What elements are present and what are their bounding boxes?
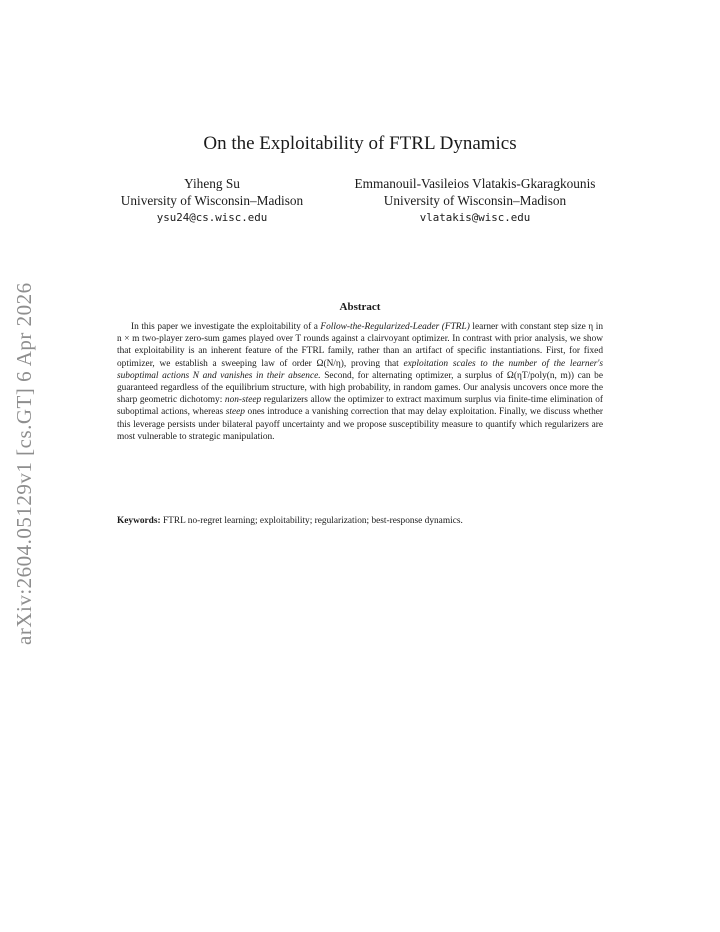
abstract-segment: ones introduce a vanishing correction that may delay exploitation. Finally, we discuss whether this leverage persists under bilateral payoff uncertainty and we propose susceptibility measure to quantify which regularizers are most vulnerable to strategic manipulation. bbox=[117, 407, 604, 442]
abstract-segment: learner with constant step size η in n × m two-player zero-sum games played over T rounds against a clairvoyant optimizer. In contrast with prior analysis, we show that exploitability is an inherent feature of the FTRL family, rather than an artifact of specific instantiations. First, for fixed optimizer, we establish a sweeping law of order Ω(N/η), proving that bbox=[117, 322, 603, 369]
paper-title: On the Exploitability of FTRL Dynamics bbox=[203, 133, 517, 154]
author-affiliation: University of Wisconsin–Madison bbox=[383, 193, 567, 208]
abstract-emphasis: Follow-the-Regularized-Leader (FTRL) bbox=[320, 322, 470, 332]
author-name: Emmanouil-Vasileios Vlatakis-Gkaragkounis bbox=[354, 176, 596, 191]
abstract-text bbox=[117, 321, 603, 443]
author-email[interactable]: ysu24@cs.wisc.edu bbox=[156, 211, 268, 224]
abstract-heading: Abstract bbox=[339, 301, 381, 313]
abstract-emphasis: steep bbox=[225, 407, 245, 418]
abstract-segment: Second, for alternating optimizer, a surplus of Ω(ηT/poly(n, m)) can be guaranteed regardless of the equilibrium structure, with high probability, in random games. Our analysis uncovers once more the sharp geometric dichotomy: bbox=[117, 370, 603, 406]
author-block bbox=[100, 175, 324, 226]
author-block bbox=[340, 175, 610, 226]
keywords-label: Keywords: bbox=[117, 516, 161, 526]
abstract-emphasis: non-steep bbox=[224, 395, 262, 406]
abstract-segment: regularizers allow the optimizer to extract maximum surplus via finite-time elimination of suboptimal actions, whereas bbox=[117, 395, 604, 418]
keywords-line bbox=[117, 515, 603, 527]
author-affiliation: University of Wisconsin–Madison bbox=[120, 193, 304, 208]
author-name: Yiheng Su bbox=[184, 176, 240, 191]
keywords-text: FTRL no-regret learning; exploitability; regularization; best-response dynamics. bbox=[160, 516, 463, 526]
abstract-segment: In this paper we investigate the exploitability of a bbox=[131, 322, 321, 332]
arxiv-identifier-stamp: arXiv:2604.05129v1 [cs.GT] 6 Apr 2026 bbox=[12, 282, 36, 645]
author-email[interactable]: vlatakis@wisc.edu bbox=[419, 211, 531, 224]
abstract-emphasis: exploitation scales to the number of the learner's suboptimal actions N and vanishes in their absence. bbox=[117, 358, 603, 381]
